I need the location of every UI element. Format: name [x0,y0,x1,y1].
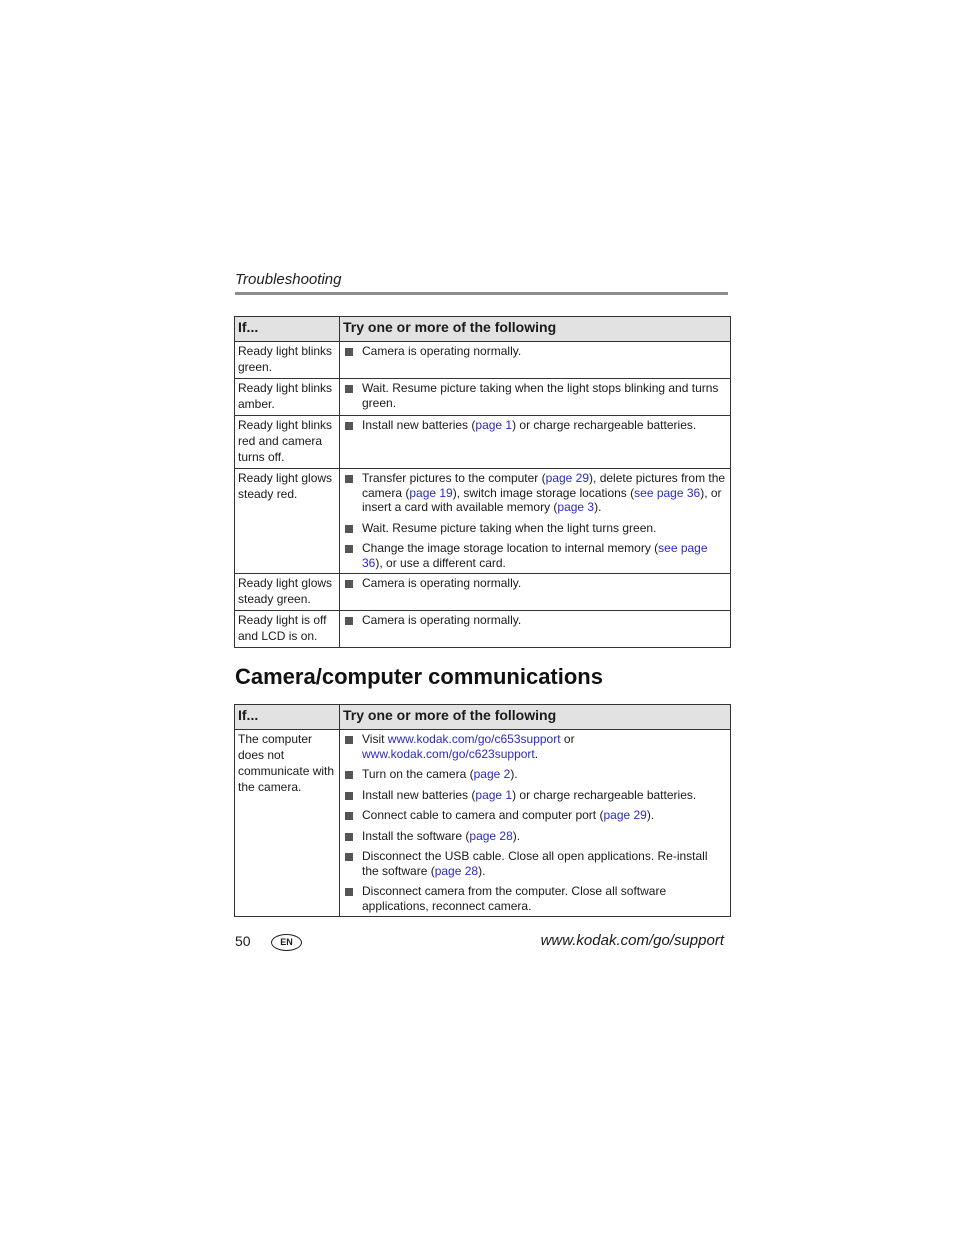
action-item [343,732,726,761]
action-text: . [534,746,539,761]
action-text: Visit [362,732,388,746]
condition-cell: Ready light is off and LCD is on. [235,611,340,648]
table-body [235,342,731,648]
action-text: ), or insert a card with available memory ( [362,485,722,514]
table-row [235,730,731,917]
action-text: ), delete pictures from the camera ( [362,471,726,500]
action-text: Install new batteries ( [362,418,476,432]
cross-reference-link[interactable]: page 29 [603,808,647,822]
action-item [343,521,726,536]
action-text: ). [646,808,655,822]
action-text: ). [478,863,486,878]
square-bullet-icon [345,525,353,533]
square-bullet-icon [345,833,353,841]
column-header-if: If... [235,317,340,342]
running-head: Troubleshooting [235,271,342,288]
action-item [343,418,726,433]
square-bullet-icon [345,422,353,430]
table-row [235,379,731,416]
action-text: Connect cable to camera and computer port ( [362,808,604,822]
action-text: ). [594,500,602,514]
action-text: ), switch image storage locations ( [452,485,635,500]
square-bullet-icon [345,580,353,588]
condition-cell: The computer does not communicate with the camera. [235,730,340,917]
table-row [235,416,731,469]
cross-reference-link[interactable]: page 19 [409,485,453,500]
action-item [343,849,726,878]
square-bullet-icon [345,475,353,483]
cross-reference-link[interactable]: page 1 [475,418,513,432]
action-item [343,767,726,782]
table-row [235,469,731,574]
table-row [235,574,731,611]
column-header-try: Try one or more of the following [340,705,731,730]
cross-reference-link[interactable]: www.kodak.com/go/c623support [362,746,535,761]
action-text: Wait. Resume picture taking when the light turns green. [362,520,657,535]
condition-cell: Ready light blinks green. [235,342,340,379]
action-list [343,471,726,570]
column-header-try: Try one or more of the following [340,317,731,342]
condition-cell: Ready light glows steady green. [235,574,340,611]
action-text: Install the software ( [362,828,470,843]
column-header-if: If... [235,705,340,730]
action-text: ), or use a different card. [375,555,506,570]
action-text: Install new batteries ( [362,787,476,802]
actions-cell [340,379,731,416]
table-row [235,342,731,379]
troubleshooting-table-ready-light [234,316,731,648]
action-text: ). [510,767,518,781]
cross-reference-link[interactable]: page 29 [545,471,590,485]
cross-reference-link[interactable]: page 28 [469,828,513,843]
actions-cell [340,469,731,574]
cross-reference-link[interactable]: www.kodak.com/go/c653support [387,732,561,746]
footer-url-link[interactable]: www.kodak.com/go/support [540,932,724,949]
action-text: Transfer pictures to the computer ( [362,471,546,485]
square-bullet-icon [345,348,353,356]
action-item [343,576,726,591]
section-title: Camera/computer communications [235,664,603,689]
actions-cell [340,342,731,379]
cross-reference-link[interactable]: page 2 [473,767,511,781]
condition-cell: Ready light blinks amber. [235,379,340,416]
action-item [343,344,726,359]
action-text: Camera is operating normally. [362,344,522,358]
square-bullet-icon [345,888,353,896]
action-text: Turn on the camera ( [362,767,474,781]
table-header-row [235,705,731,730]
square-bullet-icon [345,792,353,800]
actions-cell [340,416,731,469]
page-number: 50 [235,933,251,949]
action-text: Disconnect the USB cable. Close all open applications. Re-install the software ( [362,849,708,878]
table-body [235,730,731,917]
action-text: or [560,732,575,746]
troubleshooting-table-communications [234,704,731,917]
action-item [343,471,726,515]
actions-cell [340,574,731,611]
square-bullet-icon [345,771,353,779]
action-list [343,613,726,628]
action-list [343,344,726,359]
action-text: ) or charge rechargeable batteries. [512,787,697,802]
header-rule [235,292,728,295]
actions-cell [340,611,731,648]
action-item [343,884,726,913]
action-text: Disconnect camera from the computer. Close all software applications, reconnect camera. [362,884,667,913]
square-bullet-icon [345,545,353,553]
action-list [343,732,726,913]
cross-reference-link[interactable]: page 1 [475,787,513,802]
table-header-row [235,317,731,342]
action-text: ) or charge rechargeable batteries. [512,418,697,432]
action-item [343,613,726,628]
square-bullet-icon [345,617,353,625]
action-text: Change the image storage location to internal memory ( [362,541,659,555]
square-bullet-icon [345,812,353,820]
language-badge: EN [271,934,302,951]
cross-reference-link[interactable]: see page 36 [634,485,701,500]
action-text: ). [512,828,521,843]
action-list [343,381,726,410]
condition-cell: Ready light glows steady red. [235,469,340,574]
action-item [343,788,726,803]
action-text: Camera is operating normally. [362,576,522,590]
action-text: Camera is operating normally. [362,613,522,627]
action-item [343,381,726,410]
action-item [343,541,726,570]
cross-reference-link[interactable]: see page 36 [362,541,708,570]
action-item [343,808,726,823]
action-list [343,418,726,433]
cross-reference-link[interactable]: page 28 [434,863,479,878]
square-bullet-icon [345,853,353,861]
action-text: Wait. Resume picture taking when the light stops blinking and turns green. [362,381,719,410]
square-bullet-icon [345,736,353,744]
actions-cell [340,730,731,917]
square-bullet-icon [345,385,353,393]
action-list [343,576,726,591]
action-item [343,829,726,844]
condition-cell: Ready light blinks red and camera turns off. [235,416,340,469]
cross-reference-link[interactable]: page 3 [557,500,595,514]
table-row [235,611,731,648]
